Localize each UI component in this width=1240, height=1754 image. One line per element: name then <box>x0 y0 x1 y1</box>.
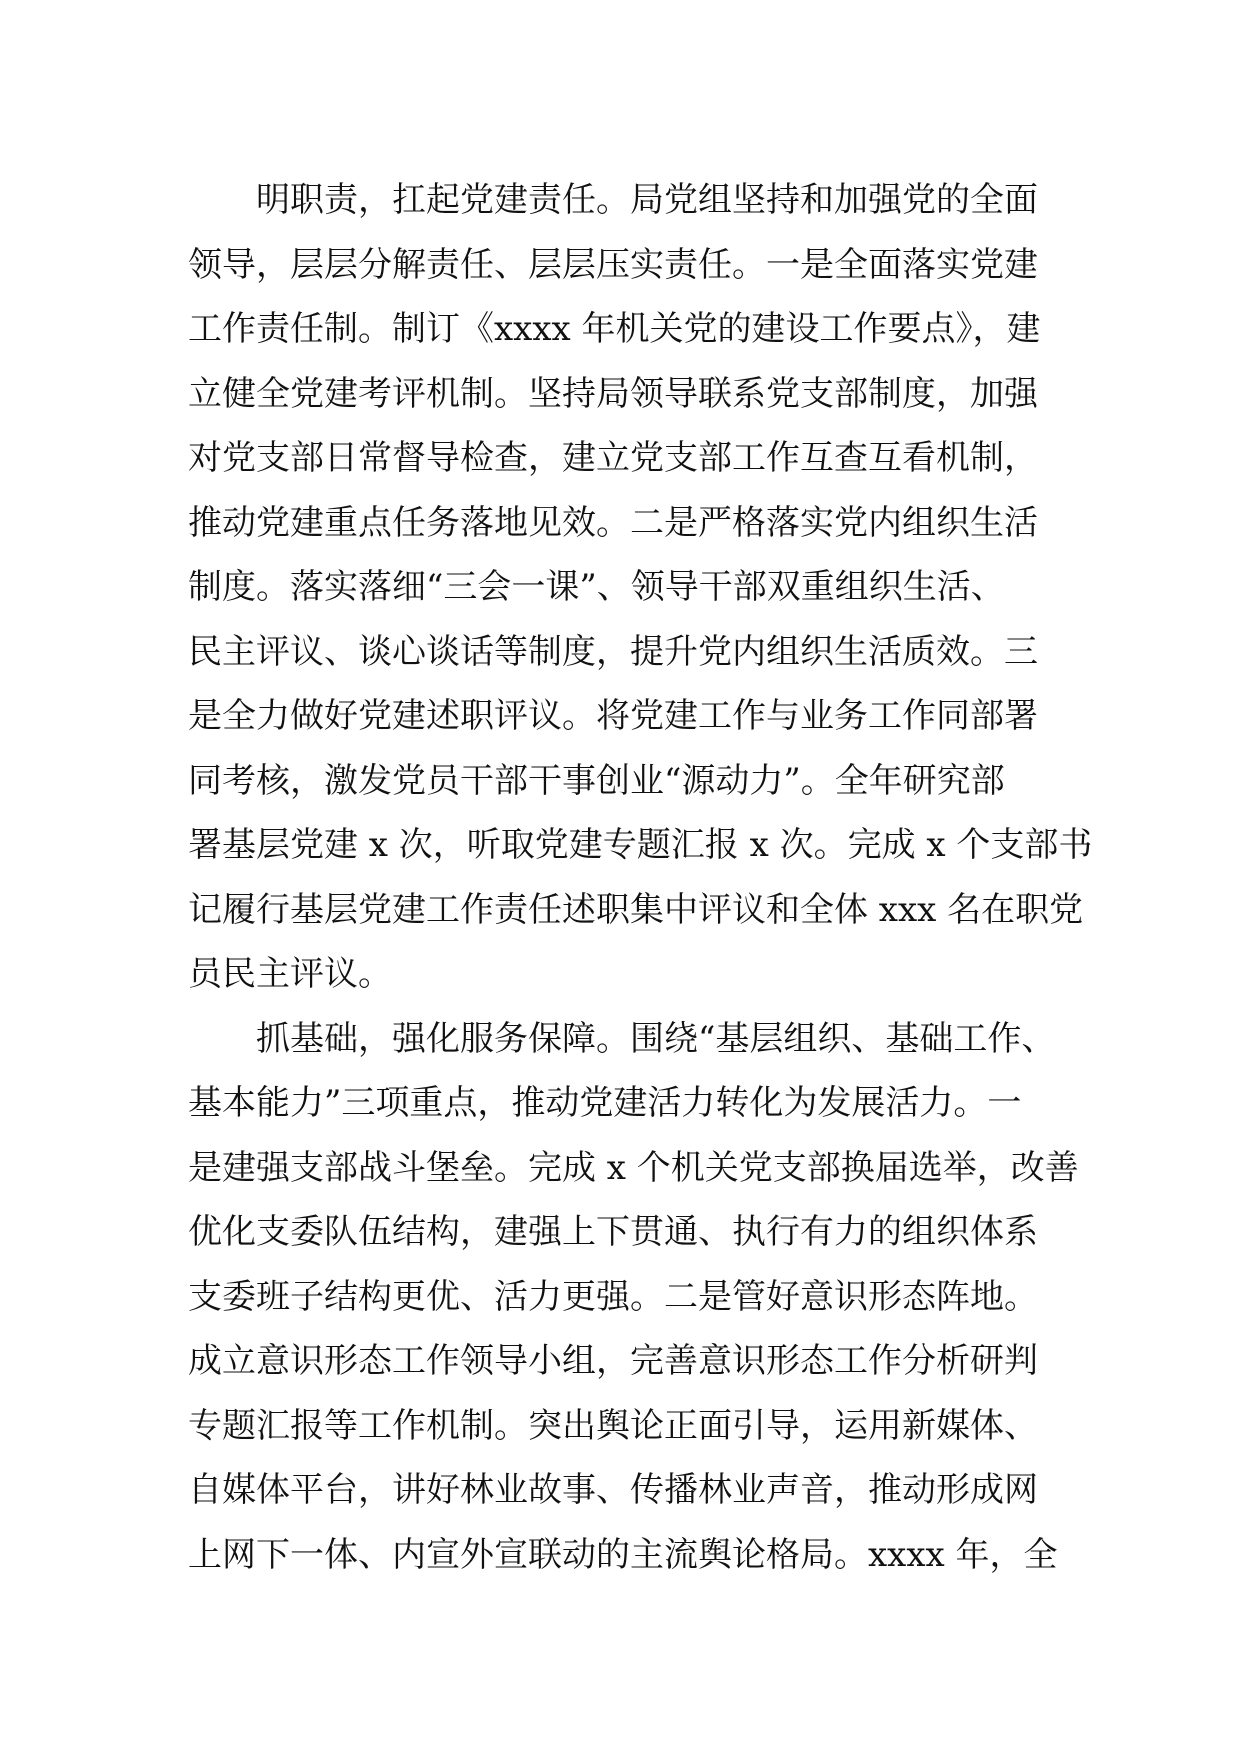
text-line: 是建强支部战斗堡垒。完成 x 个机关党支部换届选举，改善 <box>188 1147 1079 1188</box>
text-line: 对党支部日常督导检查，建立党支部工作互查互看机制， <box>188 438 1038 478</box>
body-text <box>188 168 1093 1587</box>
text-line: 署基层党建 x 次，听取党建专题汇报 x 次。完成 x 个支部书 <box>188 825 1093 865</box>
text-line: 是全力做好党建述职评议。将党建工作与业务工作同部署 <box>188 696 1038 736</box>
text-line: 记履行基层党建工作责任述职集中评议和全体 xxx 名在职党 <box>188 889 1084 930</box>
text-line: 抓基础，强化服务保障。围绕“基层组织、基础工作、 <box>256 1018 1056 1059</box>
text-line: 同考核，激发党员干部干事创业“源动力”。全年研究部 <box>188 760 1005 801</box>
text-line: 专题汇报等工作机制。突出舆论正面引导，运用新媒体、 <box>188 1405 1038 1446</box>
text-line: 明职责，扛起党建责任。局党组坚持和加强党的全面 <box>256 180 1038 220</box>
text-line: 优化支委队伍结构，建强上下贯通、执行有力的组织体系 <box>188 1212 1038 1252</box>
text-line: 立健全党建考评机制。坚持局领导联系党支部制度，加强 <box>188 373 1038 414</box>
text-line: 领导，层层分解责任、层层压实责任。一是全面落实党建 <box>188 244 1038 285</box>
text-line: 自媒体平台，讲好林业故事、传播林业声音，推动形成网 <box>188 1470 1038 1510</box>
text-line: 成立意识形态工作领导小组，完善意识形态工作分析研判 <box>188 1341 1038 1381</box>
text-line: 推动党建重点任务落地见效。二是严格落实党内组织生活 <box>188 502 1038 543</box>
text-line: 基本能力”三项重点，推动党建活力转化为发展活力。一 <box>188 1083 1022 1123</box>
text-line: 员民主评议。 <box>188 954 392 994</box>
paragraph-2 <box>188 1007 1079 1588</box>
text-line: 上网下一体、内宣外宣联动的主流舆论格局。xxxx 年，全 <box>188 1534 1058 1575</box>
text-line: 民主评议、谈心谈话等制度，提升党内组织生活质效。三 <box>188 631 1038 672</box>
paragraph-1 <box>188 168 1093 1007</box>
text-line: 支委班子结构更优、活力更强。二是管好意识形态阵地。 <box>188 1276 1038 1317</box>
text-line: 制度。落实落细“三会一课”、领导干部双重组织生活、 <box>188 567 1005 607</box>
text-line: 工作责任制。制订《xxxx 年机关党的建设工作要点》，建 <box>188 309 1041 349</box>
